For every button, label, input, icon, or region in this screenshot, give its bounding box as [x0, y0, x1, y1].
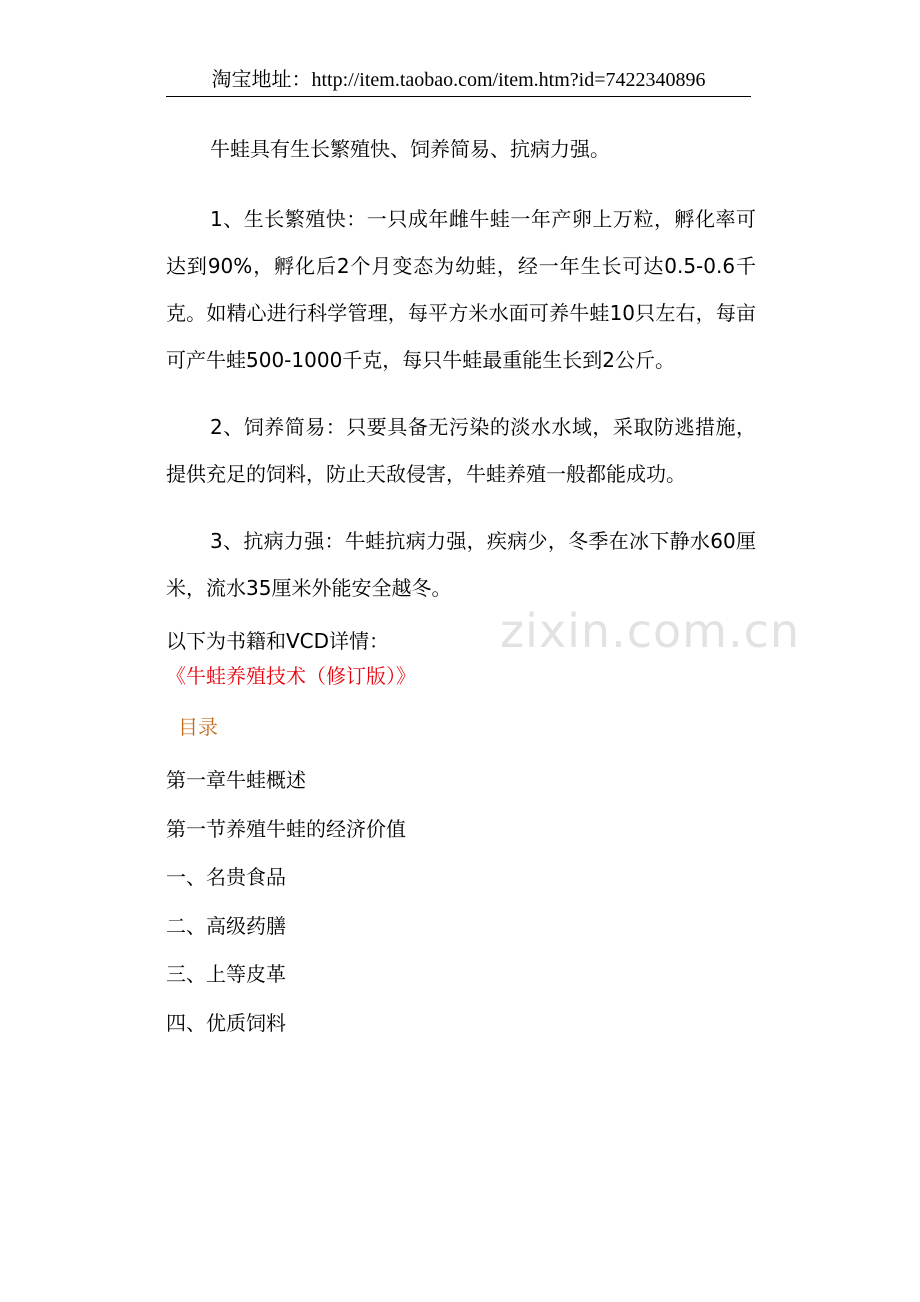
toc-item-chapter-1: 第一章牛蛙概述	[166, 768, 306, 792]
intro-paragraph: 牛蛙具有生长繁殖快、饲养简易、抗病力强。	[210, 137, 610, 161]
point-feeding: 2、饲养简易：只要具备无污染的淡水水域，采取防逃措施，提供充足的饲料，防止天敌侵害，牛蛙养殖一般都能成功。	[166, 415, 756, 486]
details-intro: 以下为书籍和VCD详情：	[166, 629, 390, 653]
page-header	[166, 66, 751, 97]
book-title: 《牛蛙养殖技术（修订版）》	[166, 664, 416, 688]
toc-item-3: 三、上等皮革	[166, 962, 286, 986]
point-growth: 1、生长繁殖快：一只成年雌牛蛙一年产卵上万粒，孵化率可达到90%，孵化后2个月变态为幼蛙，经一年生长可达0.5-0.6千克。如精心进行科学管理，每平方米水面可养牛蛙10只左右，每亩可产牛蛙500-1000千克，每只牛蛙最重能生长到2公斤。	[166, 207, 756, 372]
toc-title: 目录	[178, 715, 218, 739]
document-body	[166, 126, 756, 1047]
toc-list	[166, 756, 756, 1047]
toc-item-1: 一、名贵食品	[166, 865, 286, 889]
toc-item-2: 二、高级药膳	[166, 913, 286, 938]
toc-item-section-1: 第一节养殖牛蛙的经济价值	[166, 816, 406, 841]
watermark: zixin.com.cn	[500, 604, 801, 658]
toc-item-4: 四、优质饲料	[166, 1010, 286, 1035]
header-shop-url: 淘宝地址：http://item.taobao.com/item.htm?id=7422340896	[211, 69, 706, 91]
point-disease-resistance: 3、抗病力强：牛蛙抗病力强，疾病少，冬季在冰下静水60厘米，流水35厘米外能安全越冬。	[166, 529, 756, 600]
